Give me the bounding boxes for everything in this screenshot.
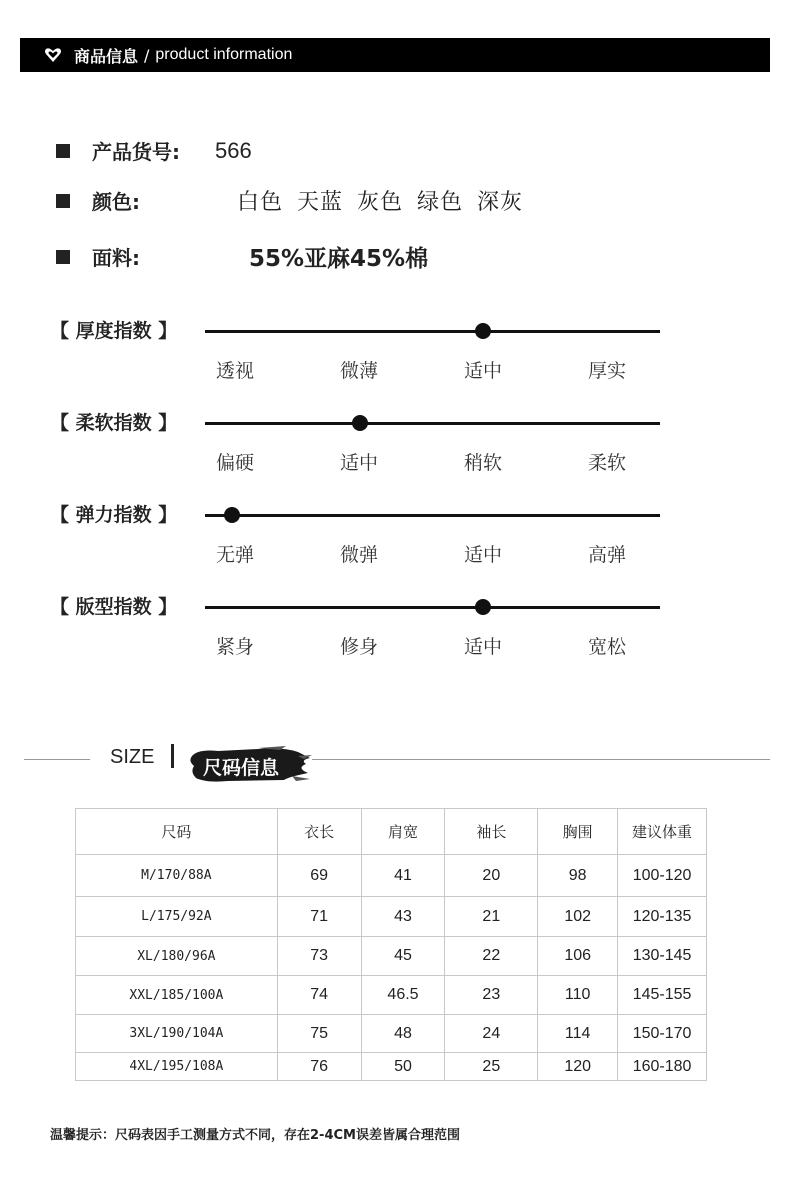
size-table [75, 808, 707, 1081]
color-row [56, 185, 523, 216]
scale-title: 【 版型指数 】 [50, 596, 178, 618]
size-cell: M/170/88A [76, 855, 278, 897]
table-cell: 71 [277, 897, 361, 937]
scale-option: 适中 [463, 636, 502, 658]
table-cell: 75 [277, 1015, 361, 1053]
table-cell: 114 [538, 1015, 618, 1053]
scale-option: 微弹 [339, 544, 378, 566]
table-cell: 106 [538, 937, 618, 976]
table-cell: 48 [361, 1015, 445, 1053]
scale-option: 无弹 [215, 544, 254, 566]
scale-marker [475, 323, 491, 339]
scale-track [205, 606, 660, 609]
table-cell: 20 [445, 855, 538, 897]
table-cell: 23 [445, 976, 538, 1015]
table-cell: 41 [361, 855, 445, 897]
table-cell: 150-170 [618, 1015, 707, 1053]
product-code-value: 566 [215, 137, 252, 163]
table-cell: 50 [361, 1053, 445, 1081]
fabric-value: 55%亚麻45%棉 [249, 246, 429, 272]
header-cell: 胸围 [538, 809, 618, 855]
elasticity-scale [50, 500, 670, 580]
table-cell: 22 [445, 937, 538, 976]
table-cell: 21 [445, 897, 538, 937]
bullet-square [56, 144, 70, 158]
fit-scale [50, 592, 670, 672]
header-title-en: product information [155, 46, 293, 63]
table-cell: 100-120 [618, 855, 707, 897]
table-cell: 43 [361, 897, 445, 937]
size-note: 温馨提示：尺码表因手工测量方式不同，存在2-4CM误差皆属合理范围 [50, 1128, 460, 1143]
divider-line [24, 759, 90, 760]
scale-title: 【 弹力指数 】 [50, 504, 178, 526]
table-cell: 45 [361, 937, 445, 976]
size-separator-bar [171, 744, 174, 768]
scale-marker [352, 415, 368, 431]
scale-option: 宽松 [587, 636, 626, 658]
scale-track [205, 514, 660, 517]
table-cell: 120 [538, 1053, 618, 1081]
table-row [76, 1015, 707, 1053]
table-cell: 98 [538, 855, 618, 897]
header-cell: 尺码 [76, 809, 278, 855]
scale-option: 适中 [339, 452, 378, 474]
table-cell: 69 [277, 855, 361, 897]
scale-option: 适中 [463, 360, 502, 382]
scale-option: 柔软 [587, 452, 626, 474]
header-title-cn: 商品信息 [74, 46, 139, 66]
scale-option: 适中 [463, 544, 502, 566]
table-header-row [76, 809, 707, 855]
scale-track [205, 422, 660, 425]
scale-option: 稍软 [463, 452, 502, 474]
bullet-square [56, 194, 70, 208]
header-cell: 袖长 [445, 809, 538, 855]
scale-option: 偏硬 [215, 452, 254, 474]
size-cell: XXL/185/100A [76, 976, 278, 1015]
color-label: 颜色: [92, 190, 140, 214]
table-cell: 76 [277, 1053, 361, 1081]
scale-title: 【 柔软指数 】 [50, 412, 178, 434]
header-cell: 衣长 [277, 809, 361, 855]
softness-scale [50, 408, 670, 488]
table-cell: 74 [277, 976, 361, 1015]
table-cell: 73 [277, 937, 361, 976]
size-banner-text: 尺码信息 [203, 757, 280, 779]
table-row [76, 855, 707, 897]
thickness-scale [50, 316, 670, 396]
table-cell: 24 [445, 1015, 538, 1053]
scale-title: 【 厚度指数 】 [50, 320, 178, 342]
fabric-label: 面料: [92, 246, 140, 270]
fabric-row [56, 240, 428, 273]
scale-option: 透视 [215, 360, 254, 382]
table-cell: 25 [445, 1053, 538, 1081]
scale-option: 修身 [339, 636, 378, 658]
table-row [76, 937, 707, 976]
product-code-label: 产品货号: [92, 140, 180, 164]
table-cell: 102 [538, 897, 618, 937]
header-separator: / [144, 45, 150, 65]
scale-marker [475, 599, 491, 615]
header-cell: 建议体重 [618, 809, 707, 855]
size-label: SIZE [110, 746, 155, 768]
scale-option: 紧身 [215, 636, 254, 658]
size-cell: XL/180/96A [76, 937, 278, 976]
heart-icon [44, 45, 64, 65]
table-cell: 46.5 [361, 976, 445, 1015]
table-row [76, 976, 707, 1015]
header-bar [20, 38, 770, 72]
size-cell: 4XL/195/108A [76, 1053, 278, 1081]
scale-option: 微薄 [339, 360, 378, 382]
table-cell: 160-180 [618, 1053, 707, 1081]
table-cell: 120-135 [618, 897, 707, 937]
size-cell: L/175/92A [76, 897, 278, 937]
divider-line [312, 759, 770, 760]
size-cell: 3XL/190/104A [76, 1015, 278, 1053]
header-cell: 肩宽 [361, 809, 445, 855]
scale-option: 厚实 [587, 360, 626, 382]
table-cell: 130-145 [618, 937, 707, 976]
product-code-row [56, 136, 252, 165]
table-cell: 110 [538, 976, 618, 1015]
table-row [76, 897, 707, 937]
color-value: 白色 天蓝 灰色 绿色 深灰 [237, 190, 523, 215]
table-row [76, 1053, 707, 1081]
scale-marker [224, 507, 240, 523]
scale-option: 高弹 [587, 544, 626, 566]
bullet-square [56, 250, 70, 264]
table-cell: 145-155 [618, 976, 707, 1015]
scale-track [205, 330, 660, 333]
